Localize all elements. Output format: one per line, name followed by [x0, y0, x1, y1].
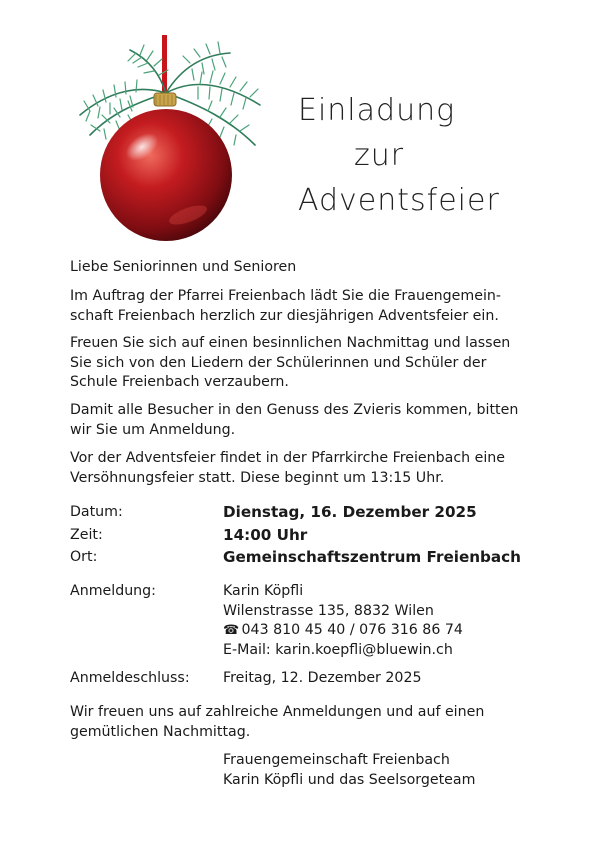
title-line-3: Adventsfeier — [298, 183, 500, 218]
paragraph-line: Wir freuen uns auf zahlreiche Anmeldungen und auf einen — [70, 704, 485, 720]
paragraph-line: Damit alle Besucher in den Genuss des Zvieris kommen, bitten — [70, 402, 519, 418]
paragraph-line: wir Sie um Anmeldung. — [70, 421, 236, 438]
paragraph-program — [70, 334, 530, 393]
christmas-ornament-icon — [70, 35, 270, 245]
paragraph-line: Freuen Sie sich auf einen besinnlichen Nachmittag und lassen — [70, 335, 511, 351]
registration-contact — [223, 582, 463, 660]
paragraph-line: schaft Freienbach herzlich zur diesjährigen Adventsfeier ein. — [70, 307, 499, 324]
signature-line-1: Frauengemeinschaft Freienbach — [223, 752, 450, 768]
time-value: 14:00 Uhr — [223, 526, 308, 544]
paragraph-intro — [70, 287, 530, 326]
registration-label: Anmeldung: — [70, 583, 156, 599]
paragraph-registration-request — [70, 401, 530, 440]
paragraph-line: Vor der Adventsfeier findet in der Pfarrkirche Freienbach eine — [70, 450, 506, 466]
paragraph-reconciliation — [70, 449, 530, 488]
place-label: Ort: — [70, 549, 98, 565]
signature-line-2: Karin Köpfli und das Seelsorgeteam — [223, 771, 476, 788]
title-line-2: zur — [354, 138, 405, 173]
contact-phone-line — [223, 621, 463, 641]
contact-email: E-Mail: karin.koepfli@bluewin.ch — [223, 641, 453, 658]
date-value: Dienstag, 16. Dezember 2025 — [223, 503, 477, 521]
contact-address: Wilenstrasse 135, 8832 Wilen — [223, 602, 434, 619]
paragraph-line: gemütlichen Nachmittag. — [70, 723, 251, 740]
greeting: Liebe Seniorinnen und Senioren — [70, 259, 297, 275]
place-value: Gemeinschaftszentrum Freienbach — [223, 548, 521, 566]
paragraph-line: Sie sich von den Liedern der Schülerinnen und Schüler der — [70, 354, 487, 371]
closing-paragraph — [70, 703, 530, 742]
deadline-label: Anmeldeschluss: — [70, 670, 190, 686]
signature — [223, 751, 475, 790]
contact-name: Karin Köpfli — [223, 583, 304, 599]
title-line-1: Einladung — [298, 93, 456, 128]
time-label: Zeit: — [70, 527, 103, 543]
deadline-value: Freitag, 12. Dezember 2025 — [223, 670, 422, 686]
paragraph-line: Im Auftrag der Pfarrei Freienbach lädt Sie die Frauengemein- — [70, 288, 501, 304]
paragraph-line: Versöhnungsfeier statt. Diese beginnt um 13:15 Uhr. — [70, 469, 445, 486]
paragraph-line: Schule Freienbach verzaubern. — [70, 374, 289, 390]
contact-phone: 043 810 45 40 / 076 316 86 74 — [241, 622, 463, 638]
telephone-icon: ☎ — [223, 623, 240, 638]
date-label: Datum: — [70, 504, 123, 520]
